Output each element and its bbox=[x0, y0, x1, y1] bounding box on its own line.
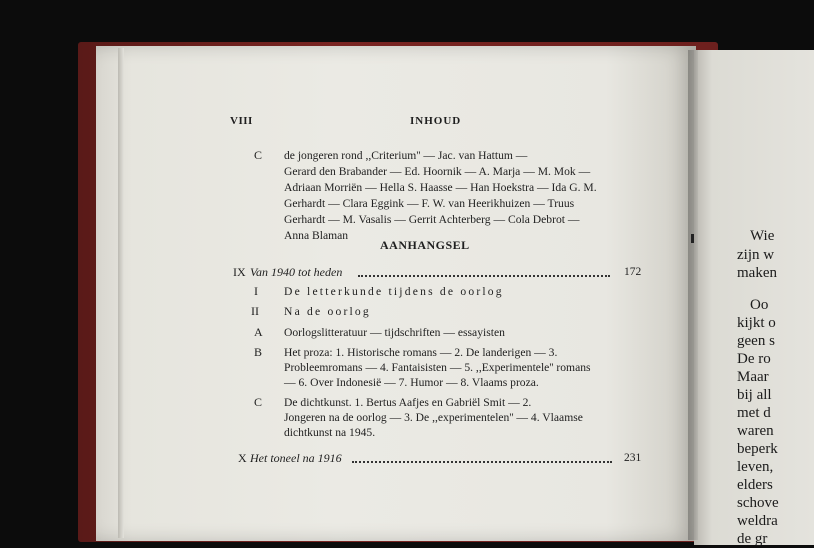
right-fragment: geen s bbox=[737, 333, 775, 349]
chapter-x-number: X bbox=[238, 451, 247, 465]
right-fragment: bij all bbox=[737, 387, 772, 403]
right-fragment: weldra bbox=[737, 513, 778, 529]
page-edge bbox=[118, 48, 124, 538]
c2-line-3: dichtkunst na 1945. bbox=[284, 426, 376, 439]
c2-line-2: Jongeren na de oorlog — 3. De ,,experimentelen'' — 4. Vlaamse bbox=[284, 411, 583, 424]
right-fragment: zijn w bbox=[737, 247, 775, 263]
chapter-ix-title: Van 1940 tot heden bbox=[250, 265, 343, 279]
right-fragment: schove bbox=[737, 495, 779, 511]
right-fragment: leven, bbox=[737, 459, 774, 475]
chapter-x-title: Het toneel na 1916 bbox=[250, 451, 342, 465]
chapter-ix-number: IX bbox=[233, 265, 246, 279]
right-fragment: met d bbox=[737, 405, 771, 421]
section-c-line-3: Adriaan Morriën — Hella S. Haasse — Han Hoekstra — Ida G. M. bbox=[284, 181, 597, 194]
right-fragment: Wie bbox=[750, 228, 775, 244]
page-folio: VIII bbox=[230, 115, 253, 127]
chapter-ix-page: 172 bbox=[624, 266, 642, 278]
right-fragment: kijkt o bbox=[737, 315, 776, 331]
section-c-line-6: Anna Blaman bbox=[284, 229, 349, 242]
right-fragment: Oo bbox=[750, 297, 769, 313]
ix-item-2-letter: II bbox=[251, 304, 259, 318]
right-page-text bbox=[700, 210, 800, 547]
right-fragment: de gr bbox=[737, 531, 768, 547]
section-c-line-5: Gerhardt — M. Vasalis — Gerrit Achterberg — Cola Debrot — bbox=[284, 213, 580, 226]
right-fragment: elders bbox=[737, 477, 773, 493]
ix-item-3-letter: A bbox=[254, 325, 263, 339]
ix-item-1-text: De letterkunde tijdens de oorlog bbox=[284, 285, 504, 298]
margin-mark bbox=[691, 234, 694, 243]
ix-item-1-letter: I bbox=[254, 284, 258, 298]
c2-line-1: De dichtkunst. 1. Bertus Aafjes en Gabriël Smit — 2. bbox=[284, 396, 532, 409]
section-c-line-1: de jongeren rond ,,Criterium'' — Jac. van Hattum — bbox=[284, 149, 528, 162]
section-c-letter: C bbox=[254, 148, 263, 162]
b-line-1: Het proza: 1. Historische romans — 2. De landerigen — 3. bbox=[284, 346, 558, 359]
right-fragment: De ro bbox=[737, 351, 771, 367]
right-fragment: maken bbox=[737, 265, 777, 281]
ix-item-2-text: Na de oorlog bbox=[284, 305, 371, 318]
right-fragment: Maar bbox=[737, 369, 769, 385]
book-gutter bbox=[688, 50, 698, 540]
b-line-2: Probleemromans — 4. Fantaisisten — 5. ,,Experimentele'' romans bbox=[284, 361, 591, 374]
right-fragment: waren bbox=[737, 423, 774, 439]
running-head: INHOUD bbox=[410, 115, 462, 127]
chapter-ix-leader bbox=[358, 274, 610, 277]
section-c-line-4: Gerhardt — Clara Eggink — F. W. van Heerikhuizen — Truus bbox=[284, 197, 575, 210]
c2-letter: C bbox=[254, 395, 263, 409]
ix-item-3-text: Oorlogslitteratuur — tijdschriften — essayisten bbox=[284, 326, 505, 339]
section-c-line-2: Gerard den Brabander — Ed. Hoornik — A. Marja — M. Mok — bbox=[284, 165, 591, 178]
appendix-title: AANHANGSEL bbox=[380, 238, 470, 252]
b-letter: B bbox=[254, 345, 263, 359]
right-fragment: beperk bbox=[737, 441, 778, 457]
chapter-x-leader bbox=[352, 460, 612, 463]
chapter-x-page: 231 bbox=[624, 452, 642, 464]
b-line-3: — 6. Over Indonesië — 7. Humor — 8. Vlaams proza. bbox=[284, 376, 539, 389]
